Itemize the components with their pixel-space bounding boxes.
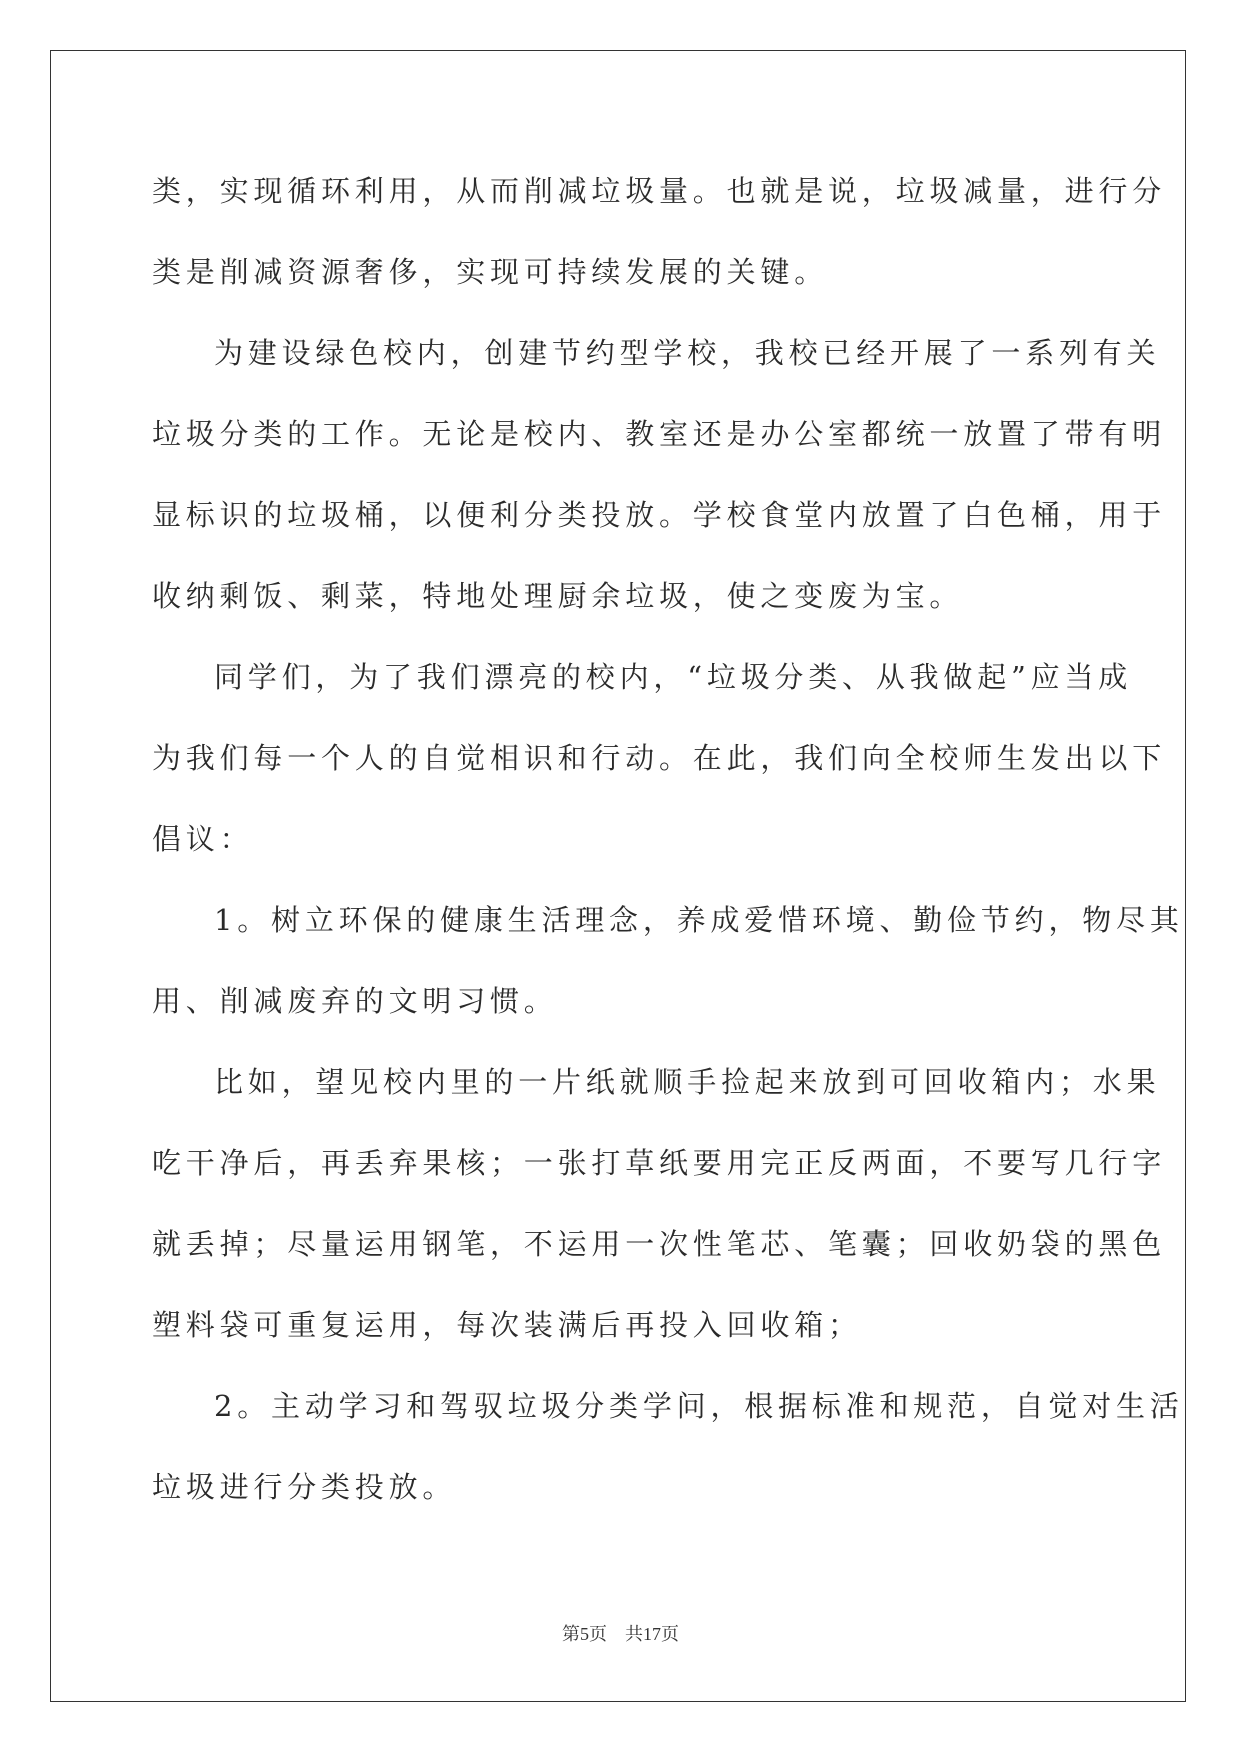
text-line: 就丢掉；尽量运用钢笔，不运用一次性笔芯、笔囊；回收奶袋的黑色 bbox=[152, 1227, 1167, 1261]
paragraph-start: 为建设绿色校内，创建节约型学校，我校已经开展了一系列有关 bbox=[214, 336, 1161, 370]
paragraph-start: 同学们，为了我们漂亮的校内，“垃圾分类、从我做起”应当成 bbox=[214, 660, 1133, 694]
paragraph-start: 2。主动学习和驾驭垃圾分类学问，根据标准和规范，自觉对生活 bbox=[214, 1389, 1184, 1423]
text-line: 收纳剩饭、剩菜，特地处理厨余垃圾，使之变废为宝。 bbox=[152, 579, 964, 613]
total-pages: 17 bbox=[643, 1624, 661, 1644]
text-line: 塑料袋可重复运用，每次装满后再投入回收箱； bbox=[152, 1308, 862, 1342]
total-label-post: 页 bbox=[661, 1624, 679, 1645]
page-footer bbox=[0, 1620, 1241, 1646]
text-line: 垃圾进行分类投放。 bbox=[152, 1470, 457, 1504]
text-line: 倡议： bbox=[152, 822, 254, 856]
text-line: 用、削减废弃的文明习惯。 bbox=[152, 984, 558, 1018]
paragraph-start: 比如，望见校内里的一片纸就顺手捡起来放到可回收箱内；水果 bbox=[214, 1065, 1161, 1099]
text-line: 吃干净后，再丢弃果核；一张打草纸要用完正反两面，不要写几行字 bbox=[152, 1146, 1167, 1180]
text-line: 显标识的垃圾桶，以便利分类投放。学校食堂内放置了白色桶，用于 bbox=[152, 498, 1167, 532]
page-number: 5 bbox=[580, 1624, 589, 1644]
page-label-pre: 第 bbox=[562, 1624, 580, 1645]
text-line: 类是削减资源奢侈，实现可持续发展的关键。 bbox=[152, 255, 829, 289]
document-body bbox=[152, 160, 1184, 1537]
page-label-post: 页 bbox=[589, 1624, 607, 1645]
text-line: 垃圾分类的工作。无论是校内、教室还是办公室都统一放置了带有明 bbox=[152, 417, 1167, 451]
text-line: 为我们每一个人的自觉相识和行动。在此，我们向全校师生发出以下 bbox=[152, 741, 1167, 775]
text-line: 类，实现循环利用，从而削减垃圾量。也就是说，垃圾减量，进行分 bbox=[152, 174, 1167, 208]
paragraph-start: 1。树立环保的健康生活理念，养成爱惜环境、勤俭节约，物尽其 bbox=[214, 903, 1184, 937]
total-label-pre: 共 bbox=[625, 1624, 643, 1645]
